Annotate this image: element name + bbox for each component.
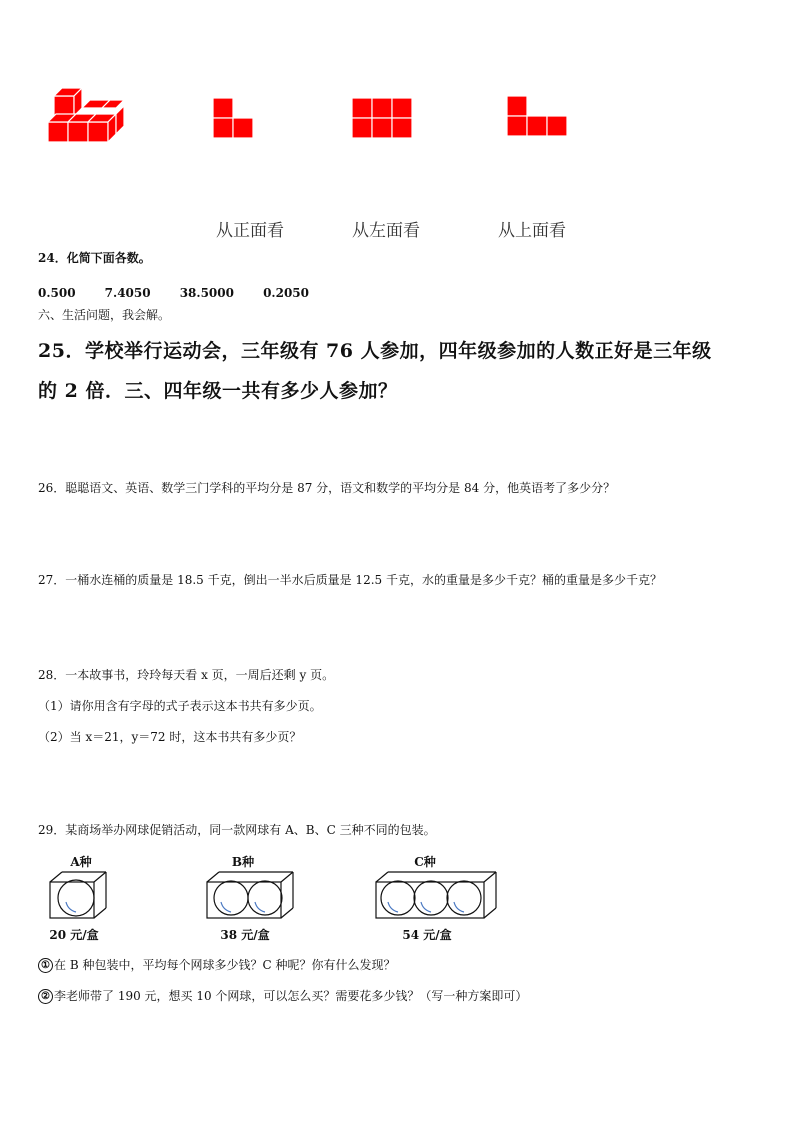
q27-text: 27．一桶水连桶的质量是 18.5 千克，倒出一半水后质量是 12.5 千克，水的重量是多少千克？桶的重量是多少千克？ — [38, 573, 662, 587]
top-view-label: 从上面看 — [498, 221, 566, 241]
top-view-figure — [506, 95, 570, 137]
section-six-heading: 六、生活问题，我会解。 — [38, 308, 171, 322]
package-c-box — [374, 870, 498, 920]
q25-line-2: 的 2 倍．三、四年级一共有多少人参加？ — [38, 380, 398, 402]
circled-number-two: ② — [38, 989, 53, 1004]
q28-sub-1: （1）请你用含有字母的式子表示这本书共有多少页。 — [38, 699, 322, 713]
q24-number: 0.500 — [38, 286, 76, 300]
package-a-box — [48, 870, 108, 920]
q24-title: 24．化简下面各数。 — [38, 251, 151, 265]
package-c-price: 54 元/盒 — [402, 928, 452, 942]
package-a-name: A种 — [70, 855, 92, 869]
q29-sub-2 — [38, 988, 527, 1004]
left-view-label: 从左面看 — [352, 221, 420, 241]
q24-number-list — [38, 282, 333, 301]
q29-sub-1-text: 在 B 种包装中，平均每个网球多少钱？C 种呢？你有什么发现？ — [54, 958, 396, 972]
q26-text: 26．聪聪语文、英语、数学三门学科的平均分是 87 分，语文和数学的平均分是 84 分，他英语考了多少分？ — [38, 481, 616, 495]
left-view-figure — [351, 97, 415, 139]
q24-number: 38.5000 — [179, 286, 234, 300]
q25-line-1: 25．学校举行运动会，三年级有 76 人参加，四年级参加的人数正好是三年级 — [38, 340, 712, 362]
front-view-label: 从正面看 — [216, 221, 284, 241]
package-b-name: B种 — [231, 855, 255, 869]
q28-stem: 28．一本故事书，玲玲每天看 x 页，一周后还剩 y 页。 — [38, 668, 335, 682]
front-view-figure — [212, 97, 256, 139]
package-b-price: 38 元/盒 — [220, 928, 270, 942]
q24-number: 7.4050 — [104, 286, 151, 300]
package-c-name: C种 — [414, 855, 436, 869]
circled-number-one: ① — [38, 958, 53, 973]
cube-solid-figure — [44, 84, 128, 146]
q24-number: 0.2050 — [263, 286, 310, 300]
package-b-box — [205, 870, 295, 920]
package-a-price: 20 元/盒 — [49, 928, 99, 942]
q29-sub-1 — [38, 957, 395, 973]
q29-sub-2-text: 李老师带了 190 元，想买 10 个网球，可以怎么买？需要花多少钱？（写一种方案即可） — [54, 989, 528, 1003]
q29-stem: 29．某商场举办网球促销活动，同一款网球有 A、B、C 三种不同的包装。 — [38, 823, 436, 837]
q28-sub-2: （2）当 x＝21，y＝72 时，这本书共有多少页？ — [38, 730, 302, 744]
